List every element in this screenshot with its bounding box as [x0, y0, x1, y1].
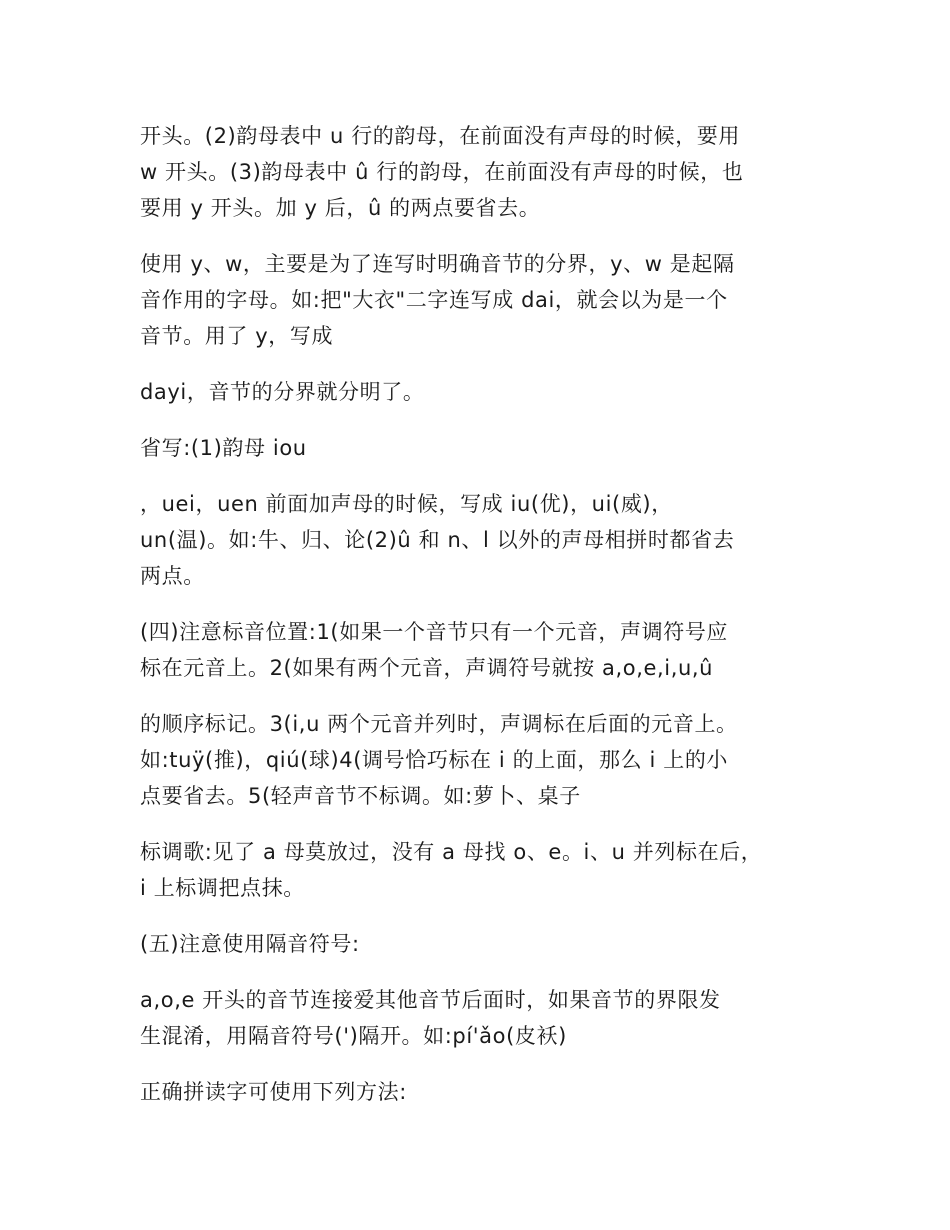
text-line: a,o,e 开头的音节连接爱其他音节后面时，如果音节的界限发 [140, 988, 721, 1012]
text-line: 标在元音上。2(如果有两个元音，声调符号就按 a,o,e,i,u,û [140, 656, 714, 680]
text-line: un(温)。如:牛、归、论(2)û 和 n、l 以外的声母相拼时都省去 [140, 528, 735, 552]
paragraph-10 [140, 982, 820, 1054]
paragraph-3 [140, 374, 820, 410]
text-line: 正确拼读字可使用下列方法: [140, 1080, 407, 1104]
text-line: 音节。用了 y，写成 [140, 324, 334, 348]
paragraph-2 [140, 246, 820, 354]
text-line: 标调歌:见了 a 母莫放过，没有 a 母找 o、e。i、u 并列标在后， [140, 840, 763, 864]
text-line: 的顺序标记。3(i,u 两个元音并列时，声调标在后面的元音上。 [140, 712, 738, 736]
paragraph-5 [140, 486, 820, 594]
document-body [140, 118, 820, 1130]
paragraph-6 [140, 614, 820, 686]
paragraph-8 [140, 834, 820, 906]
text-line: 点要省去。5(轻声音节不标调。如:萝卜、桌子 [140, 784, 581, 808]
text-line: 使用 y、w，主要是为了连写时明确音节的分界，y、w 是起隔 [140, 252, 735, 276]
text-line: i 上标调把点抹。 [140, 876, 305, 900]
paragraph-11 [140, 1074, 820, 1110]
text-line: 如:tuÿ(推)，qiú(球)4(调号恰巧标在 i 的上面，那么 i 上的小 [140, 748, 729, 772]
text-line: 生混淆，用隔音符号(')隔开。如:pí'ǎo(皮袄) [140, 1024, 567, 1048]
paragraph-1 [140, 118, 820, 226]
paragraph-7 [140, 706, 820, 814]
text-line: 开头。(2)韵母表中 u 行的韵母，在前面没有声母的时候，要用 [140, 124, 741, 148]
text-line: 音作用的字母。如:把"大衣"二字连写成 dai，就会以为是一个 [140, 288, 728, 312]
paragraph-4 [140, 430, 820, 466]
text-line: (四)注意标音位置:1(如果一个音节只有一个元音，声调符号应 [140, 620, 729, 644]
text-line: 省写:(1)韵母 iou [140, 436, 307, 460]
text-line: 要用 y 开头。加 y 后，û 的两点要省去。 [140, 196, 541, 220]
text-line: w 开头。(3)韵母表中 û 行的韵母，在前面没有声母的时候，也 [140, 160, 744, 184]
text-line: (五)注意使用隔音符号: [140, 932, 360, 956]
text-line: 两点。 [140, 564, 205, 588]
text-line: ，uei，uen 前面加声母的时候，写成 iu(优)，ui(威)， [140, 492, 673, 516]
paragraph-9 [140, 926, 820, 962]
text-line: dayi，音节的分界就分明了。 [140, 380, 425, 404]
